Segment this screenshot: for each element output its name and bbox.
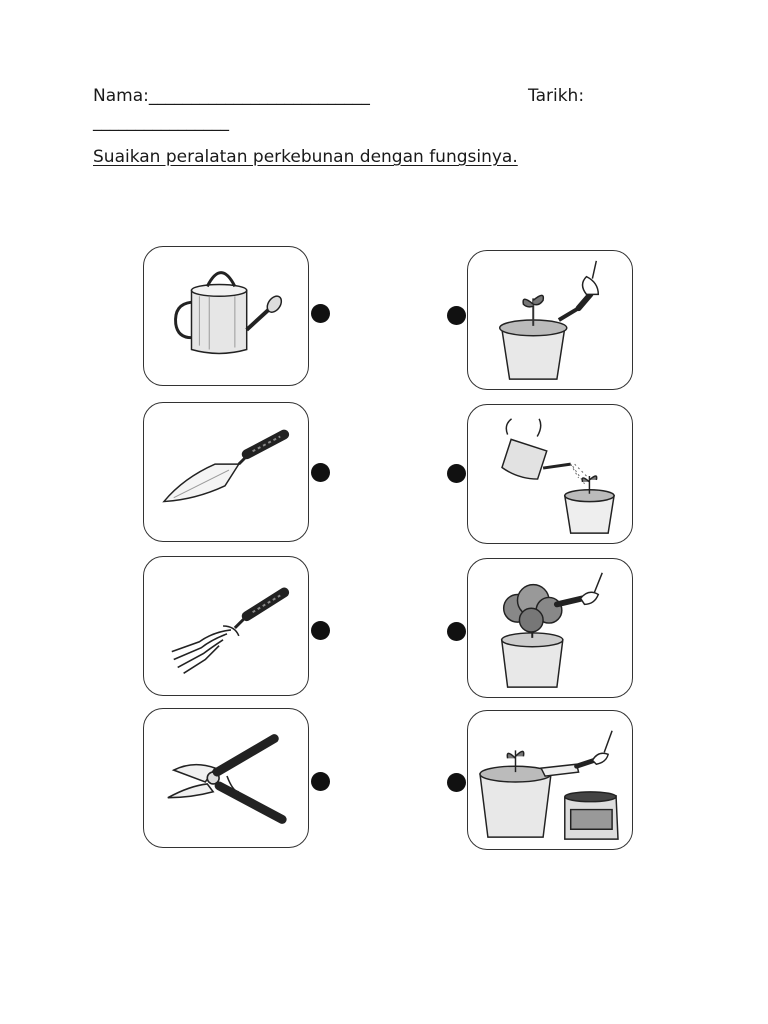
tool-dot-2[interactable] (311, 463, 330, 482)
function-card-loosening-soil (467, 250, 633, 390)
garden-fork-icon (144, 557, 308, 695)
watering-plant-icon (468, 405, 632, 543)
function-dot-2[interactable] (447, 464, 466, 483)
tool-card-fork (143, 556, 309, 696)
tool-card-watering-can (143, 246, 309, 386)
function-card-pruning-plant (467, 558, 633, 698)
function-card-watering-plant (467, 404, 633, 544)
pruning-shears-icon (144, 709, 308, 847)
date-field-line: ________________ (93, 112, 229, 132)
tool-dot-1[interactable] (311, 304, 330, 323)
tool-dot-3[interactable] (311, 621, 330, 640)
instruction-text: Suaikan peralatan perkebunan dengan fungsinya. (93, 147, 518, 167)
pruning-plant-icon (468, 559, 632, 697)
date-field-label: Tarikh: (528, 86, 585, 106)
loosening-soil-icon (468, 251, 632, 389)
function-card-adding-fertilizer (467, 710, 633, 850)
trowel-icon (144, 403, 308, 541)
tool-dot-4[interactable] (311, 772, 330, 791)
tool-card-shears (143, 708, 309, 848)
adding-fertilizer-icon (468, 711, 632, 849)
watering-can-icon (144, 247, 308, 385)
function-dot-1[interactable] (447, 306, 466, 325)
tool-card-trowel (143, 402, 309, 542)
function-dot-4[interactable] (447, 773, 466, 792)
name-field-label: Nama:__________________________ (93, 86, 370, 106)
function-dot-3[interactable] (447, 622, 466, 641)
